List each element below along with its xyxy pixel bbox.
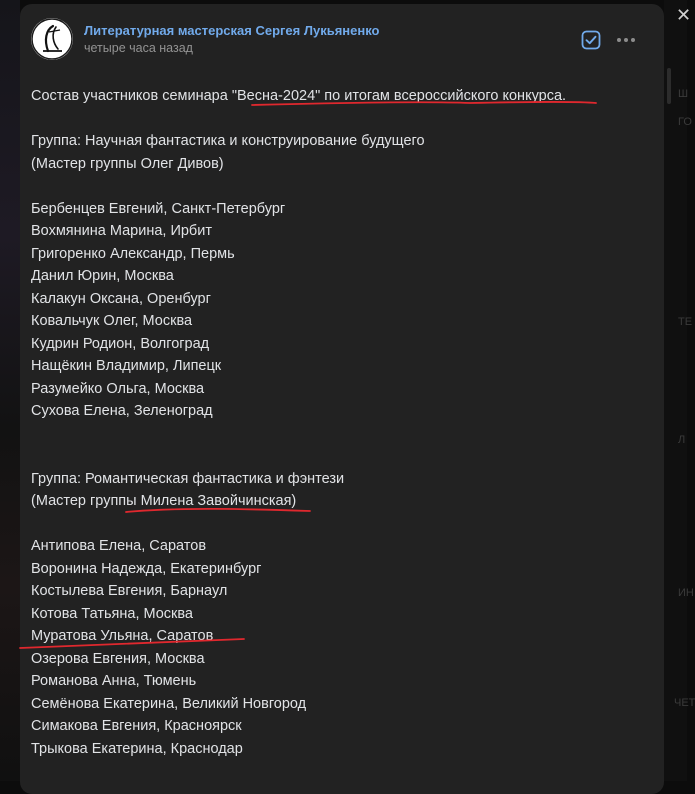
member-line: Кудрин Родион, Волгоград: [31, 335, 210, 352]
post-time[interactable]: четыре часа назад: [84, 41, 193, 55]
member-line: Костылева Евгения, Барнаул: [31, 583, 228, 599]
checkbox-icon[interactable]: [581, 30, 601, 50]
background-text: ГО: [678, 116, 692, 128]
member-line: Котова Татьяна, Москва: [31, 605, 193, 622]
member-line: Данил Юрин, Москва: [31, 268, 174, 284]
member-line: Озерова Евгения, Москва: [31, 650, 205, 667]
member-line: Нащёкин Владимир, Липецк: [31, 358, 222, 374]
post-heading: Состав участников семинара "Весна-2024" по итогам всероссийского конкурса.: [31, 88, 567, 104]
member-line: Романова Анна, Тюмень: [31, 673, 197, 689]
avatar[interactable]: [31, 18, 73, 60]
member-line: Муратова Ульяна, Саратов: [31, 628, 214, 644]
background-text: ТЕ: [678, 316, 693, 328]
background-text: Ш: [678, 88, 689, 100]
post-modal: [20, 4, 664, 794]
group-master: (Мастер группы Милена Завойчинская): [31, 493, 297, 509]
member-line: Сухова Елена, Зеленоград: [31, 403, 213, 419]
member-line: Семёнова Екатерина, Великий Новгород: [31, 695, 307, 712]
group-title: Группа: Научная фантастика и конструирование будущего: [31, 133, 425, 149]
literary-workshop-logo: [31, 18, 73, 60]
post-body: [31, 85, 631, 760]
member-line: Трыкова Екатерина, Краснодар: [31, 740, 243, 757]
member-line: Симакова Евгения, Красноярск: [31, 718, 242, 734]
member-line: Калакун Оксана, Оренбург: [31, 290, 211, 307]
background-page-right: [664, 0, 695, 781]
background-page-left: [0, 0, 20, 781]
close-icon[interactable]: ✕: [676, 5, 692, 25]
member-line: Ковальчук Олег, Москва: [31, 313, 193, 329]
background-text: ИН: [678, 587, 694, 599]
more-icon[interactable]: [615, 32, 637, 48]
member-line: Антипова Елена, Саратов: [31, 538, 207, 554]
member-line: Разумейко Ольга, Москва: [31, 380, 205, 397]
background-text: ЧЕТ: [674, 697, 695, 709]
member-line: Воронина Надежда, Екатеринбург: [31, 560, 262, 577]
group-master: (Мастер группы Олег Дивов): [31, 155, 224, 172]
background-text: Л: [678, 434, 686, 446]
post-header: [20, 4, 664, 68]
group-title: Группа: Романтическая фантастика и фэнтези: [31, 470, 345, 487]
member-line: Бербенцев Евгений, Санкт-Петербург: [31, 200, 286, 217]
background-scrollbar: [667, 68, 671, 104]
group-name-link[interactable]: Литературная мастерская Сергея Лукьяненко: [84, 23, 380, 38]
member-line: Григоренко Александр, Пермь: [31, 245, 235, 262]
member-line: Вохмянина Марина, Ирбит: [31, 223, 212, 239]
